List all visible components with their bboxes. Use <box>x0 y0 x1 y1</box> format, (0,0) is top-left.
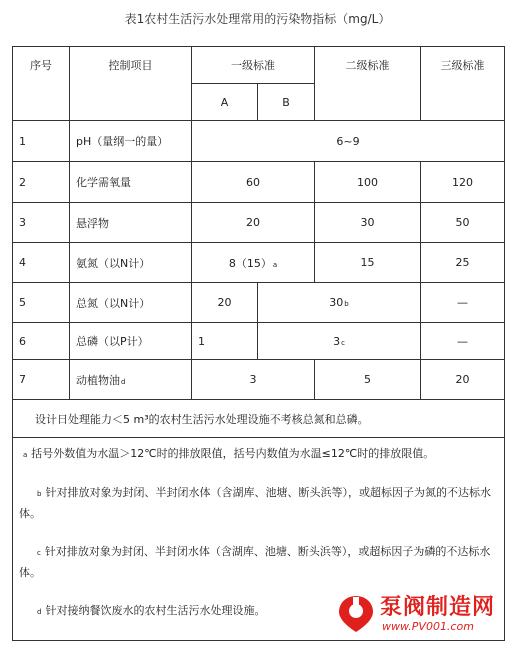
row-grade3: — <box>421 323 505 360</box>
row-item: pH（量纲一的量） <box>70 121 192 162</box>
footnote-text: 针对排放对象为封闭、半封闭水体（含湖库、池塘、断头浜等），或超标因子为氮的不达标水体。 <box>19 486 491 520</box>
footnote-text: 针对接纳餐饮废水的农村生活污水处理设施。 <box>45 604 266 617</box>
footnote-text: 针对排放对象为封闭、半封闭水体（含湖库、池塘、断头浜等），或超标因子为磷的不达标水体。 <box>19 545 491 579</box>
note-row <box>13 400 505 438</box>
header-item: 控制项目 <box>70 47 192 121</box>
row-no: 7 <box>13 360 70 400</box>
row-item: 悬浮物 <box>70 203 192 243</box>
table-row <box>13 323 505 360</box>
footnote-b <box>19 483 498 524</box>
row-grade1: 60 <box>192 162 315 203</box>
table-row <box>13 121 505 162</box>
watermark <box>336 590 506 638</box>
table-title: 表1农村生活污水处理常用的污染物指标（mg/L） <box>124 12 391 26</box>
footnote-mark: b <box>344 300 349 308</box>
row-grade1-a: 1 <box>192 323 258 360</box>
watermark-url: www.PV001.com <box>382 620 474 633</box>
row-grade3: 20 <box>421 360 505 400</box>
row-grade2: 30 <box>315 203 421 243</box>
table-row <box>13 243 505 283</box>
footnote-text: 括号外数值为水温＞12℃时的排放限值，括号内数值为水温≤12℃时的排放限值。 <box>31 447 435 460</box>
row-item: 化学需氧量 <box>70 162 192 203</box>
footnote-mark: a <box>272 260 278 269</box>
row-grade1-value: 8（15） <box>228 256 272 270</box>
table-row <box>13 162 505 203</box>
header-grade1-b: B <box>258 84 315 121</box>
footnote-mark: c <box>341 338 345 347</box>
row-item: 总氮（以N计） <box>70 283 192 323</box>
row-item <box>70 360 192 400</box>
row-item: 总磷（以P计） <box>70 323 192 360</box>
header-grade2: 二级标准 <box>315 47 421 121</box>
row-grade3: 120 <box>421 162 505 203</box>
footnote-a <box>19 444 498 465</box>
row-grade1b-grade2 <box>258 323 421 360</box>
valve-logo-icon <box>336 594 376 634</box>
row-grade1: 20 <box>192 203 315 243</box>
footnote-mark: d <box>121 377 126 386</box>
row-grade2: 15 <box>315 243 421 283</box>
pollutant-standards-table <box>12 46 505 641</box>
row-no: 1 <box>13 121 70 162</box>
header-no: 序号 <box>13 47 70 121</box>
footnote-mark: a <box>23 451 28 459</box>
header-grade3: 三级标准 <box>421 47 505 121</box>
footnote-mark: b <box>37 490 42 498</box>
row-no: 3 <box>13 203 70 243</box>
row-grade2: 5 <box>315 360 421 400</box>
table-row <box>13 360 505 400</box>
watermark-brand: 泵阀制造网 <box>380 595 496 620</box>
row-grade3: 25 <box>421 243 505 283</box>
row-value: 6~9 <box>192 121 505 162</box>
design-capacity-note: 设计日处理能力＜5 m³的农村生活污水处理设施不考核总氮和总磷。 <box>13 400 505 438</box>
header-grade1: 一级标准 <box>192 47 315 84</box>
row-grade1 <box>192 243 315 283</box>
footnote-c <box>19 542 498 583</box>
row-grade3: 50 <box>421 203 505 243</box>
row-grade1b-grade2 <box>258 283 421 323</box>
row-no: 2 <box>13 162 70 203</box>
table-row <box>13 203 505 243</box>
footnote-mark: c <box>37 549 41 557</box>
header-grade1-a: A <box>192 84 258 121</box>
footnote-mark: d <box>37 608 42 616</box>
row-no: 5 <box>13 283 70 323</box>
table-row <box>13 283 505 323</box>
row-grade2: 100 <box>315 162 421 203</box>
row-grade1-a: 20 <box>192 283 258 323</box>
row-item-label: 动植物油 <box>76 373 120 387</box>
row-grade1b-grade2-value: 30 <box>329 296 344 309</box>
row-no: 4 <box>13 243 70 283</box>
row-grade1: 3 <box>192 360 315 400</box>
row-grade3: — <box>421 283 505 323</box>
row-item: 氨氮（以N计） <box>70 243 192 283</box>
header-row <box>13 47 505 84</box>
row-grade1b-grade2-value: 3 <box>333 334 341 348</box>
row-no: 6 <box>13 323 70 360</box>
